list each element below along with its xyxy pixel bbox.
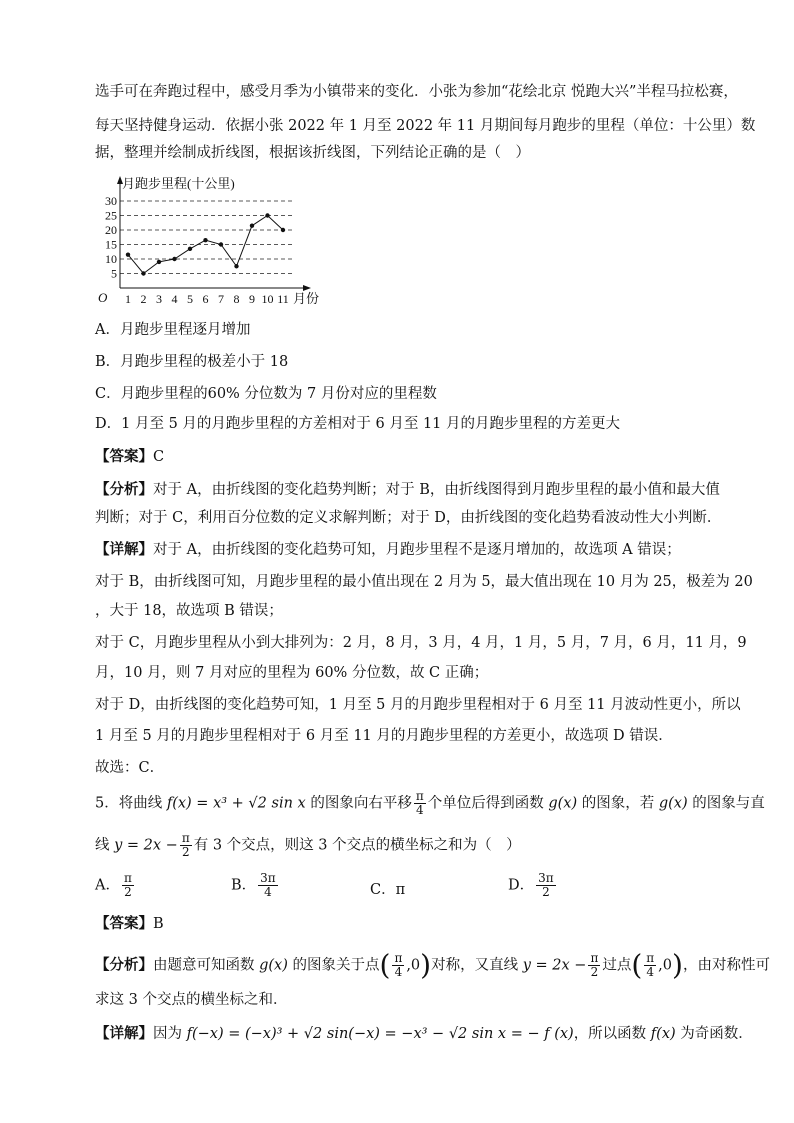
- fraction-denominator: 2: [181, 845, 190, 859]
- option-fraction: [258, 872, 278, 899]
- fraction-pi-over-2: [180, 832, 192, 859]
- option-label: B．: [231, 877, 257, 894]
- point-paren-left: (: [631, 948, 643, 982]
- function-g: g(x): [658, 795, 688, 812]
- q4-option-c: C．月跑步里程的60% 分位数为 7 月份对应的里程数: [95, 386, 437, 402]
- fraction-numerator: 3π: [260, 871, 276, 885]
- fraction-pi-over-2: [588, 952, 600, 979]
- q5-analysis-line-1: 【分析】由题意可知函数 g(x) 的图象关于点( $\frac{\pi}{4}$ ,0)对称，又直线 y = 2x − $\frac{\pi}{2}$ 过点( $\frac{\pi}{4}$ ,0)，由对称性可: [95, 948, 770, 982]
- answer-value: B: [153, 916, 164, 932]
- fraction-pi-over-4: [392, 952, 404, 979]
- q5-answer: [95, 914, 164, 934]
- option-fraction: [122, 872, 134, 899]
- function-f: f(x) = x³ + √2 sin x: [166, 795, 306, 812]
- running-mileage-chart: [90, 172, 330, 312]
- detail-text: 为奇函数．: [675, 1026, 753, 1042]
- answer-tag: 【答案】: [95, 915, 153, 932]
- x-tick-label: 9: [249, 292, 255, 306]
- y-tick-label: 5: [111, 266, 117, 281]
- data-point: [203, 238, 207, 242]
- data-point: [157, 260, 161, 264]
- q5-option-c: [370, 878, 405, 899]
- option-fraction: [536, 872, 556, 899]
- fraction-denominator: 4: [394, 965, 403, 979]
- data-point: [281, 228, 285, 232]
- odd-function-expression: f(−x) = (−x)³ + √2 sin(−x) = −x³ − √2 sin x = − f (x): [186, 1026, 574, 1042]
- q4-detail-line-4: 对于 C，月跑步里程从小到大排列为：2 月，8 月，3 月，4 月，1 月，5 月，7 月，6 月，11 月，9: [95, 635, 747, 651]
- q4-detail-line-7: 1 月至 5 月的月跑步里程相对于 6 月至 11 月的月跑步里程的方差更小，故选项 D 错误．: [95, 728, 673, 744]
- data-point: [250, 223, 254, 227]
- function-g: g(x): [259, 957, 288, 974]
- option-value: π: [395, 882, 406, 898]
- q4-detail-line-3: ，大于 18，故选项 B 错误；: [95, 603, 283, 619]
- q5-text: 5．将曲线: [95, 795, 167, 812]
- detail-tag: 【详解】: [95, 1025, 153, 1042]
- line-equation: y = 2x −: [114, 837, 178, 854]
- x-tick-label: 1: [125, 292, 131, 306]
- detail-text: ，所以函数: [573, 1026, 651, 1042]
- x-axis-label: 月份: [293, 291, 320, 306]
- q4-analysis-line-2: 判断；对于 C，利用百分位数的定义求解判断；对于 D，由折线图的变化趋势看波动性大小判断．: [95, 510, 722, 526]
- q4-detail-line-2: 对于 B，由折线图可知，月跑步里程的最小值出现在 2 月为 5，最大值出现在 10 月为 25，极差为 20: [95, 574, 753, 590]
- point-paren-right: ): [420, 948, 432, 982]
- detail-text: 因为: [153, 1026, 187, 1042]
- point-paren-left: (: [379, 948, 391, 982]
- fraction-denominator: 4: [415, 803, 424, 817]
- q5-analysis-line-2: 求这 3 个交点的横坐标之和．: [95, 992, 288, 1008]
- q5-text: 个单位后得到函数: [427, 795, 549, 812]
- fraction-numerator: π: [394, 951, 403, 965]
- option-label: A．: [95, 877, 120, 894]
- q4-detail-line-1: [95, 540, 681, 560]
- analysis-tag: 【分析】: [95, 956, 153, 974]
- data-point: [234, 264, 238, 268]
- q5-stem-line-1: [95, 790, 765, 817]
- function-g: g(x): [548, 795, 578, 812]
- analysis-text: 对于 A，由折线图的变化趋势判断；对于 B，由折线图得到月跑步里程的最小值和最大值: [153, 482, 720, 498]
- q4-option-b: B．月跑步里程的极差小于 18: [95, 354, 289, 370]
- fraction-denominator: 4: [646, 965, 655, 979]
- y-axis-label: 月跑步里程(十公里): [122, 176, 235, 191]
- x-tick-label: 6: [202, 292, 209, 306]
- fraction-numerator: π: [181, 831, 190, 845]
- option-label: C．: [370, 882, 396, 898]
- fraction-numerator: 3π: [538, 871, 554, 885]
- detail-tag: 【详解】: [95, 541, 153, 558]
- analysis-text: 对称，又直线: [431, 957, 523, 974]
- data-point: [188, 247, 192, 251]
- analysis-text: 过点: [602, 957, 632, 974]
- q4-conclusion: 故选：C．: [95, 760, 165, 776]
- detail-text: 对于 A，由折线图的变化趋势可知，月跑步里程不是逐月增加的，故选项 A 错误；: [153, 542, 681, 558]
- fraction-numerator: π: [590, 951, 599, 965]
- point-paren-right: ): [672, 948, 683, 982]
- fraction-denominator: 2: [590, 965, 599, 979]
- x-tick-label: 8: [233, 292, 240, 306]
- analysis-tag: 【分析】: [95, 481, 153, 498]
- q5-stem-line-2: [95, 832, 521, 859]
- q5-text: 的图象，若: [577, 795, 659, 812]
- fraction-numerator: π: [646, 951, 655, 965]
- x-tick-label: 10: [261, 292, 274, 306]
- q5-option-b: [231, 872, 280, 899]
- q4-analysis-line-1: [95, 480, 720, 500]
- fraction-pi-over-4: [644, 952, 656, 979]
- q4-detail-line-6: 对于 D，由折线图的变化趋势可知，1 月至 5 月的月跑步里程相对于 6 月至 11 月波动性更小，所以: [95, 697, 741, 713]
- q4-detail-line-5: 月，10 月，则 7 月对应的里程为 60% 分位数，故 C 正确；: [95, 665, 489, 681]
- y-tick-label: 25: [105, 208, 117, 223]
- x-tick-label: 4: [171, 292, 178, 306]
- answer-value: C: [153, 449, 165, 465]
- data-point: [126, 252, 130, 256]
- y-tick-label: 15: [105, 237, 117, 252]
- q5-option-d: [508, 872, 558, 899]
- q5-text: 线: [95, 837, 115, 854]
- y-tick-label: 10: [105, 252, 117, 266]
- fraction-pi-over-4: [414, 790, 426, 817]
- x-tick-label: 2: [140, 292, 147, 306]
- data-point: [265, 213, 269, 217]
- x-tick-label: 11: [277, 292, 289, 306]
- q4-option-d: D．1 月至 5 月的月跑步里程的方差相对于 6 月至 11 月的月跑步里程的方差更大: [95, 416, 621, 432]
- fraction-denominator: 4: [264, 885, 272, 899]
- q5-text: 有 3 个交点，则这 3 个交点的横坐标之和为（ ）: [193, 837, 521, 854]
- q5-detail-line-1: [95, 1024, 753, 1044]
- y-tick-label: 20: [105, 223, 117, 237]
- intro-line-3: 据，整理并绘制成折线图，根据该折线图，下列结论正确的是（ ）: [95, 145, 530, 161]
- fraction-denominator: 2: [124, 885, 132, 899]
- q5-option-a: [95, 872, 136, 899]
- fraction-denominator: 2: [542, 885, 550, 899]
- answer-tag: 【答案】: [95, 448, 153, 465]
- y-tick-label: 30: [105, 194, 117, 208]
- analysis-text: 的图象关于点: [287, 957, 380, 974]
- data-point: [219, 242, 223, 246]
- x-tick-label: 7: [218, 292, 224, 306]
- option-label: D．: [508, 877, 535, 894]
- x-tick-label: 5: [187, 292, 193, 306]
- intro-line-1: 选手可在奔跑过程中，感受月季为小镇带来的变化．小张为参加“花绘北京 悦跑大兴”半程马拉松赛，: [95, 84, 738, 100]
- x-tick-label: 3: [156, 292, 162, 306]
- data-point: [172, 257, 176, 261]
- data-point: [141, 271, 145, 275]
- fraction-numerator: π: [123, 871, 132, 885]
- origin-label: O: [98, 290, 108, 305]
- q5-text: 的图象与直: [687, 795, 765, 812]
- line-equation: y = 2x −: [522, 957, 587, 974]
- analysis-text: 由题意可知函数: [153, 957, 260, 974]
- function-f: f(x): [650, 1026, 676, 1042]
- q5-text: 的图象向右平移: [305, 795, 412, 812]
- intro-line-2: 每天坚持健身运动．依据小张 2022 年 1 月至 2022 年 11 月期间每月跑步的里程（单位：十公里）数: [95, 118, 756, 134]
- analysis-text: ，由对称性可: [682, 957, 770, 974]
- fraction-numerator: π: [415, 789, 424, 803]
- q4-option-a: A．月跑步里程逐月增加: [95, 322, 251, 338]
- q4-answer: [95, 447, 164, 467]
